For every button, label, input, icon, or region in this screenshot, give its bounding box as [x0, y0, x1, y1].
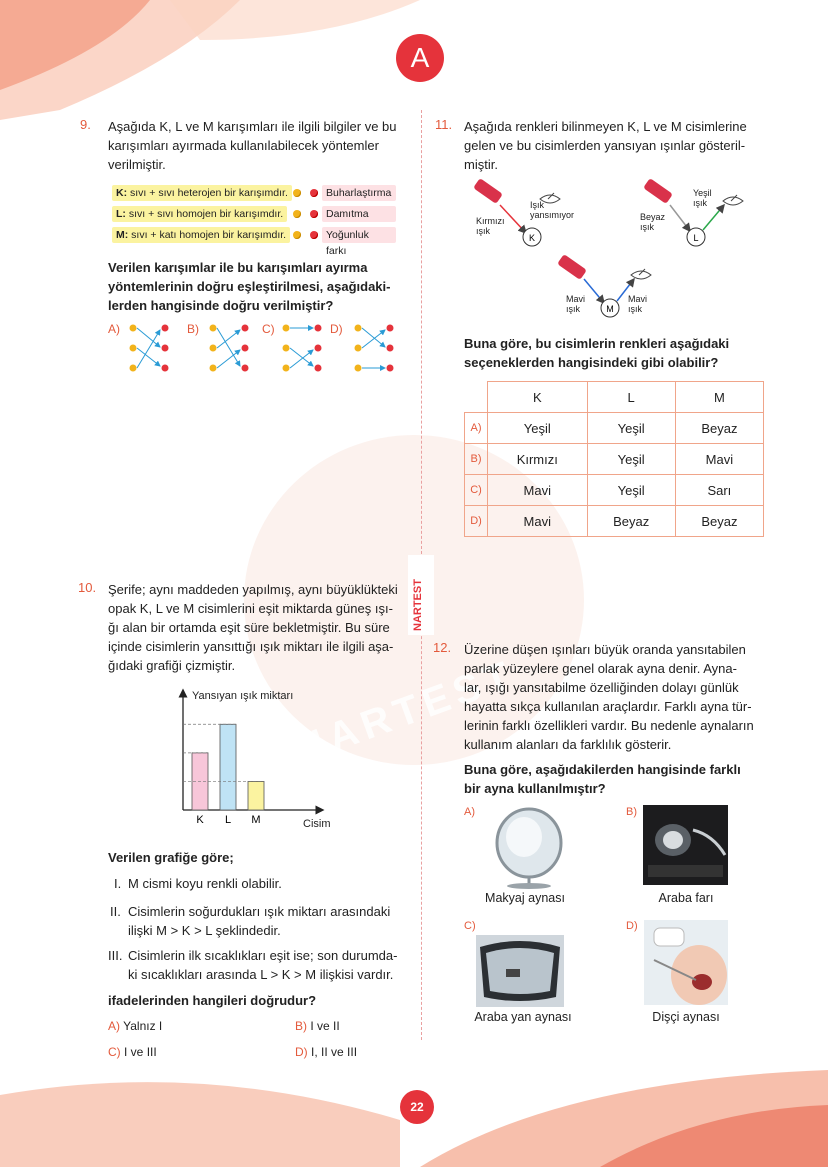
statement-1: I. M cismi koyu renkli olabilir. [114, 876, 282, 891]
table-row[interactable]: B) Kırmızı Yeşil Mavi [465, 444, 764, 475]
eye-icon [631, 269, 651, 279]
chart-title: Yansıyan ışık miktarı [192, 690, 294, 702]
l-incoming-label: Beyaz ışık [640, 212, 666, 232]
q9-text [108, 117, 408, 174]
q9-line: karışımları ayırmada kullanılabilecek yöntemler [108, 138, 379, 153]
watermark-text: NARTEST [289, 651, 522, 773]
q9-option-c-diagram [283, 325, 322, 372]
bar-L [220, 724, 236, 810]
q11-prompt: Buna göre, bu cisimlerin renkleri aşağıdaki seçeneklerden hangisindeki gibi olabilir? [464, 336, 730, 370]
q12-option-d-letter[interactable]: D) [626, 920, 638, 932]
side-label-text: NARTEST [412, 579, 424, 631]
mixture-m: M: sıvı + katı homojen bir karışımdır. [112, 227, 290, 243]
statement-2: II. Cisimlerin soğurdukları ışık miktarı arasındaki ilişki M > K > L şeklindedir. [110, 904, 391, 938]
mixture-k: K: sıvı + sıvı heterojen bir karışımdır. [112, 185, 292, 201]
svg-text:L: L [693, 233, 699, 243]
table-header-row [465, 382, 764, 413]
table-header: M [675, 382, 763, 413]
q9-option-b-letter[interactable]: B) [187, 322, 199, 336]
q12-option-c-letter[interactable]: C) [464, 920, 476, 932]
tick-label-L: L [224, 814, 232, 826]
q11-text: Aşağıda renkleri bilinmeyen K, L ve M cisimlerine gelen ve bu cisimlerden yansıyan ışınlar gösteril- miştir. [464, 119, 747, 172]
q12-text: Üzerine düşen ışınları büyük oranda yansıtabilen parlak yüzeylere genel olarak ayna denir. Ayna- lar, ışığı yansıtabilme özelliğinden dolayı günlük hayatta sıkça kullanılan araçlardır. Farklı ayna tür- lerinin farklı özellikleri vardır. Bu nedenle aynaların kullanım alanları da farklılık gösterir. [464, 642, 754, 752]
method-dot [310, 231, 318, 239]
table-row[interactable]: C) Mavi Yeşil Sarı [465, 475, 764, 506]
table-header: K [488, 382, 588, 413]
q9-line: Aşağıda K, L ve M karışımları ile ilgili bilgiler ve bu [108, 119, 397, 134]
q10-answer-d[interactable]: D) I, II ve III [295, 1045, 358, 1059]
makeup-mirror-image[interactable] [484, 805, 574, 890]
q9-option-d-diagram [355, 325, 394, 372]
q10-statements [108, 874, 413, 988]
q10-answer-a[interactable]: A) Yalnız I [108, 1019, 163, 1033]
eye-icon [723, 195, 743, 205]
q9-line: verilmiştir. [108, 157, 166, 172]
q10-answer-b[interactable]: B) I ve II [295, 1019, 340, 1033]
q10-answer-c[interactable]: C) I ve III [108, 1045, 157, 1059]
q11-answer-table [464, 381, 764, 537]
mixture-l: L: sıvı + sıvı homojen bir karışımdır. [112, 206, 287, 222]
flashlight-icon [643, 178, 673, 204]
q9-option-d-letter[interactable]: D) [330, 322, 343, 336]
q12-option-a-letter[interactable]: A) [464, 806, 475, 818]
svg-text:K: K [528, 233, 536, 243]
section-badge-label: A [410, 42, 430, 73]
side-mirror-image[interactable] [476, 935, 564, 1007]
caption-araba-fari: Araba farı [658, 891, 714, 905]
q9-prompt: Verilen karışımlar ile bu karışımları ayırma yöntemlerinin doğru eşleştirilmesi, aşağıdaki- lerden hangisinde doğru verilmiştir? [108, 260, 391, 313]
flashlight-icon [473, 178, 503, 204]
method-damitma: Damıtma [322, 206, 396, 222]
method-yogunluk-farki: Yoğunluk farkı [322, 227, 396, 243]
q11-number: 11. [435, 117, 453, 132]
q9-option-diagrams [125, 320, 395, 380]
q9-number: 9. [80, 117, 91, 132]
table-row[interactable]: D) Mavi Beyaz Beyaz [465, 506, 764, 537]
caption-disci-aynasi: Dişçi aynası [652, 1010, 720, 1024]
q10-number: 10. [78, 580, 97, 595]
flashlight-icon [557, 254, 587, 280]
q10-prompt: Verilen grafiğe göre; [108, 850, 234, 865]
k-reflected-label: Işık yansımıyor [530, 200, 575, 220]
q12-option-b-letter[interactable]: B) [626, 806, 637, 818]
svg-text:M: M [606, 304, 614, 314]
q12-number: 12. [433, 640, 452, 655]
method-dot [310, 189, 318, 197]
q9-option-a-diagram [130, 325, 169, 372]
mixture-dot [293, 231, 301, 239]
q12-prompt: Buna göre, aşağıdakilerden hangisinde farklı bir ayna kullanılmıştır? [464, 762, 741, 796]
page-number: 22 [400, 1090, 434, 1124]
caption-makyaj-aynasi: Makyaj aynası [485, 891, 565, 905]
dental-mirror-image[interactable] [644, 920, 728, 1005]
q9-option-b-diagram [210, 325, 249, 372]
table-header: L [587, 382, 675, 413]
q10-text: Şerife; aynı maddeden yapılmış, aynı büyüklükteki opak K, L ve M cisimlerini eşit miktarda güneş ışı- ğı alan bir ortamda eşit süre bekletmiştir. Bu süre içinde cisimlerin yansıttığı ışık miktarı ile ilgili aşa- ğıdaki grafiği çizmiştir. [108, 582, 398, 673]
statement-3: III. Cisimlerin ilk sıcaklıkları eşit ise; son durumda- ki sıcaklıkları arasında L > K > M ilişkisi vardır. [108, 948, 398, 982]
mixture-dot [293, 210, 301, 218]
mixture-dot [293, 189, 301, 197]
q9-option-c-letter[interactable]: C) [262, 322, 275, 336]
q10-question: ifadelerinden hangileri doğrudur? [108, 993, 317, 1008]
m-reflected-label: Mavi ışık [628, 294, 648, 314]
m-incoming-label: Mavi ışık [566, 294, 586, 314]
q10-bar-chart [170, 685, 340, 835]
method-dot [310, 210, 318, 218]
tick-label-M: M [251, 814, 261, 826]
car-headlight-image[interactable] [643, 805, 728, 885]
section-badge [396, 34, 444, 82]
bar-M [248, 781, 264, 810]
k-incoming-label: Kırmızı ışık [476, 216, 505, 236]
chart-xlabel: Cisim [303, 818, 331, 830]
table-row[interactable]: A) Yeşil Yeşil Beyaz [465, 413, 764, 444]
tick-label-K: K [196, 814, 204, 826]
method-buharlastirma: Buharlaştırma [322, 185, 396, 201]
q11-ray-diagrams [468, 175, 768, 325]
l-reflected-label: Yeşil ışık [693, 188, 712, 208]
caption-araba-yan-aynasi: Araba yan aynası [474, 1010, 572, 1024]
q9-option-a-letter[interactable]: A) [108, 322, 120, 336]
